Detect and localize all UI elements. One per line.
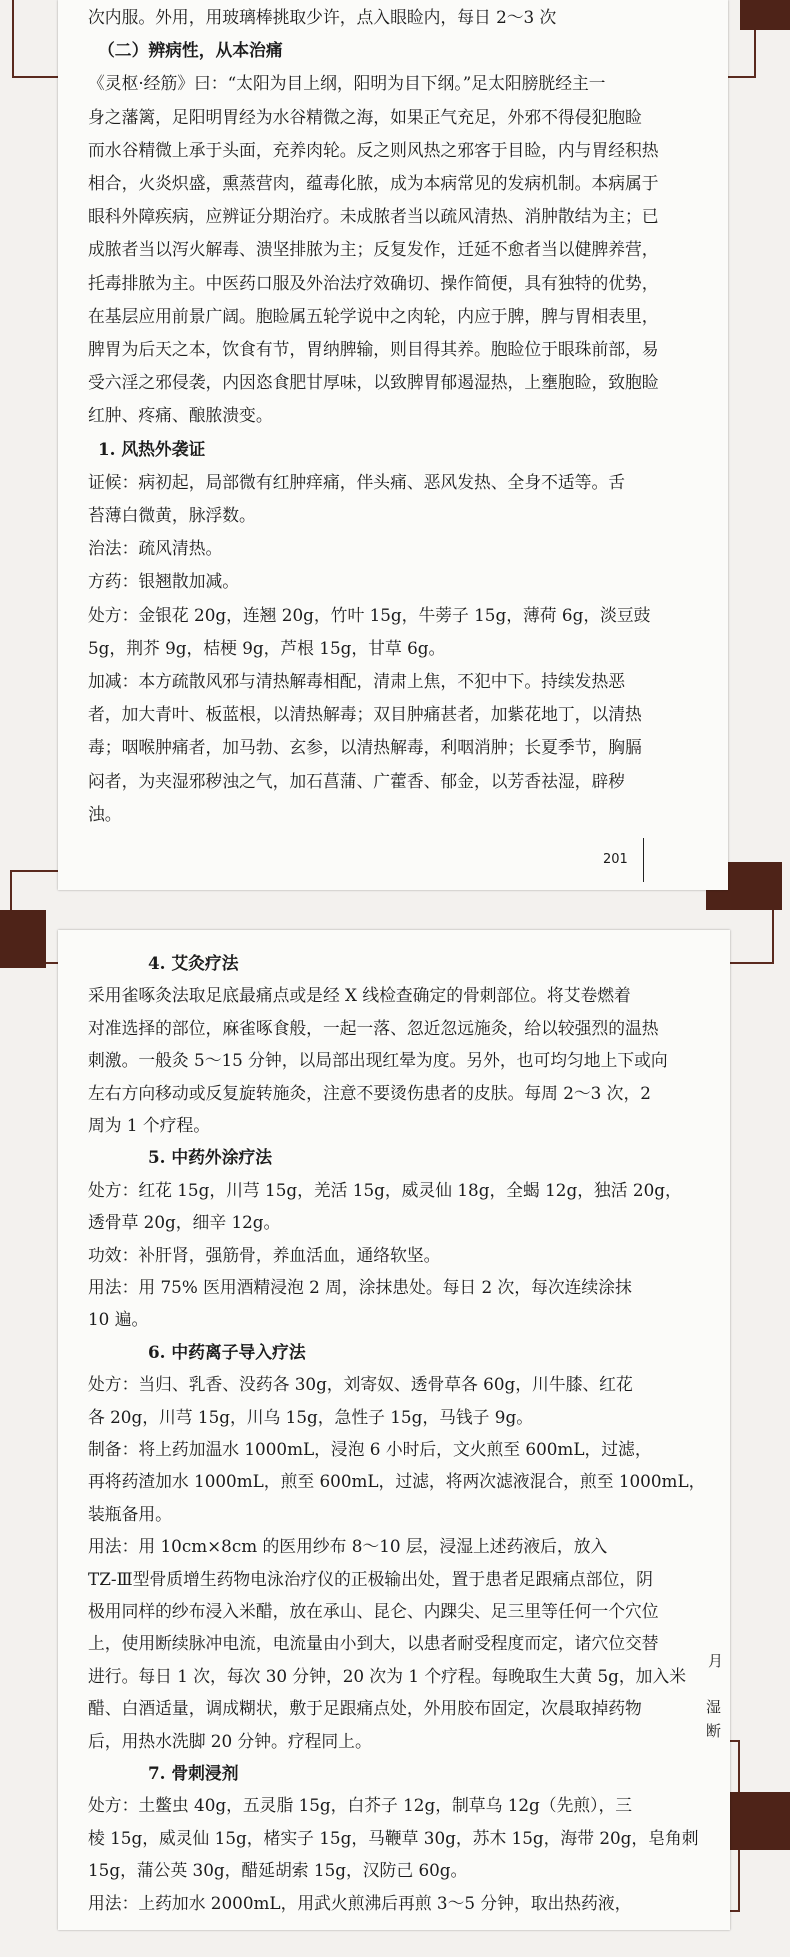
text-line: 处方：红花 15g，川芎 15g，羌活 15g，威灵仙 18g，全蝎 12g，独活 20g， — [88, 1179, 682, 1200]
text-line: 毒；咽喉肿痛者，加马勃、玄参，以清热解毒，利咽消肿；长夏季节，胸膈 — [88, 737, 642, 758]
section-heading: 5. 中药外涂疗法 — [148, 1147, 273, 1168]
text-line: 进行。每日 1 次，每次 30 分钟，20 次为 1 个疗程。每晚取生大黄 5g，加入米 — [88, 1665, 687, 1686]
text-line: 用法：用 10cm×8cm 的医用纱布 8～10 层，浸湿上述药液后，放入 — [88, 1536, 608, 1557]
text-line: 治法：疏风清热。 — [88, 538, 223, 559]
text-line: 处方：当归、乳香、没药各 30g，刘寄奴、透骨草各 60g，川牛膝、红花 — [88, 1374, 633, 1395]
text-line: 托毒排脓为主。中医药口服及外治法疗效确切、操作简便，具有独特的优势， — [88, 272, 659, 293]
text-line: 相合，火炎炽盛，熏蒸营肉，蕴毒化脓，成为本病常见的发病机制。本病属于 — [88, 173, 659, 193]
text-line: 在基层应用前景广阔。胞睑属五轮学说中之肉轮，内应于脾，脾与胃相表里， — [88, 305, 659, 326]
section-heading: 7. 骨刺浸剂 — [148, 1763, 239, 1783]
text-line: 5g，荆芥 9g，桔梗 9g，芦根 15g，甘草 6g。 — [88, 637, 446, 658]
text-line: 后，用热水洗脚 20 分钟。疗程同上。 — [88, 1730, 372, 1751]
text-line: 装瓶备用。 — [88, 1503, 172, 1524]
text-line: 制备：将上药加温水 1000mL，浸泡 6 小时后，文火煎至 600mL，过滤， — [88, 1439, 652, 1459]
text-line: 而水谷精微上承于头面，充养肉轮。反之则风热之邪客于目睑，内与胃经积热 — [88, 139, 659, 160]
text-line: 成脓者当以泻火解毒、溃坚排脓为主；反复发作，迁延不愈者当以健脾养营， — [88, 239, 659, 260]
decorative-bar-mid-left — [0, 910, 46, 968]
text-line: 加减：本方疏散风邪与清热解毒相配，清肃上焦，不犯中下。持续发热恶 — [88, 671, 626, 691]
text-line: 身之藩篱，足阳明胃经为水谷精微之海，如果正气充足，外邪不得侵犯胞睑 — [88, 106, 642, 127]
text-line: 采用雀啄灸法取足底最痛点或是经 X 线检查确定的骨刺部位。将艾卷燃着 — [88, 985, 631, 1006]
text-line: 苔薄白微黄，脉浮数。 — [88, 505, 256, 525]
book-page-201 — [58, 0, 728, 890]
text-line: 用法：用 75% 医用酒精浸泡 2 周，涂抹患处。每日 2 次，每次连续涂抹 — [88, 1277, 632, 1297]
section-heading: 4. 艾灸疗法 — [148, 953, 239, 973]
text-line: 受六淫之邪侵袭，内因恣食肥甘厚味，以致脾胃郁遏湿热，上壅胞睑，致胞睑 — [88, 372, 659, 393]
text-line: 次内服。外用，用玻璃棒挑取少许，点入眼睑内，每日 2～3 次 — [88, 7, 557, 27]
text-line: 15g，蒲公英 30g，醋延胡索 15g，汉防己 60g。 — [88, 1860, 468, 1881]
text-line: 闷者，为夹湿邪秽浊之气，加石菖蒲、广藿香、郁金，以芳香祛湿，辟秽 — [88, 770, 626, 791]
text-line: 刺激。一般灸 5～15 分钟，以局部出现红晕为度。另外，也可均匀地上下或向 — [88, 1050, 668, 1071]
text-line: 处方：金银花 20g，连翘 20g，竹叶 15g，牛蒡子 15g，薄荷 6g，淡豆豉 — [88, 604, 651, 625]
edge-char-2: 湿 — [706, 1698, 722, 1716]
section-heading: 6. 中药离子导入疗法 — [148, 1341, 306, 1362]
text-line: 红肿、疼痛、酿脓溃变。 — [88, 405, 273, 426]
text-line: 用法：上药加水 2000mL，用武火煎沸后再煎 3～5 分钟，取出热药液， — [88, 1892, 632, 1913]
text-line: 再将药渣加水 1000mL，煎至 600mL，过滤，将两次滤液混合，煎至 1000mL， — [88, 1471, 706, 1492]
text-line: 醋、白酒适量，调成糊状，敷于足跟痛点处，外用胶布固定，次晨取掉药物 — [88, 1698, 642, 1719]
text-line: 对准选择的部位，麻雀啄食般，一起一落、忽近忽远施灸，给以较强烈的温热 — [88, 1017, 659, 1038]
text-line: 脾胃为后天之本，饮食有节，胃纳脾输，则目得其养。胞睑位于眼珠前部，易 — [88, 339, 659, 359]
book-page-next — [58, 930, 730, 1930]
text-line: 左右方向移动或反复旋转施灸，注意不要烫伤患者的皮肤。每周 2～3 次，2 — [88, 1082, 651, 1103]
decorative-bar-top-right — [740, 0, 790, 30]
text-line: 10 遍。 — [88, 1309, 149, 1330]
text-line: 功效：补肝肾，强筋骨，养血活血，通络软坚。 — [88, 1244, 441, 1265]
text-line: 棱 15g，威灵仙 15g，楮实子 15g，马鞭草 30g，苏木 15g，海带 20g，皂角刺 — [88, 1827, 699, 1848]
text-line: 各 20g，川芎 15g，川乌 15g，急性子 15g，马钱子 9g。 — [88, 1406, 533, 1427]
text-line: 处方：土鳖虫 40g，五灵脂 15g，白芥子 12g，制草乌 12g（先煎），三 — [88, 1795, 633, 1816]
text-line: TZ-Ⅲ型骨质增生药物电泳治疗仪的正极输出处，置于患者足跟痛点部位，阴 — [88, 1568, 653, 1589]
page-number: 201 — [603, 852, 628, 867]
section-heading: （二）辨病性，从本治痛 — [98, 40, 283, 61]
text-line: 《灵枢·经筋》曰：“太阳为目上纲，阳明为目下纲。”足太阳膀胱经主一 — [88, 73, 606, 94]
text-line: 透骨草 20g，细辛 12g。 — [88, 1212, 281, 1233]
text-line: 浊。 — [88, 803, 122, 824]
text-line: 者，加大青叶、板蓝根，以清热解毒；双目肿痛甚者，加紫花地丁，以清热 — [88, 704, 642, 725]
text-line: 周为 1 个疗程。 — [88, 1115, 211, 1135]
page-fold-line — [643, 838, 644, 882]
text-line: 眼科外障疾病，应辨证分期治疗。未成脓者当以疏风清热、消肿散结为主；已 — [88, 206, 659, 227]
edge-char-1: 月 — [708, 1652, 724, 1670]
text-line: 上，使用断续脉冲电流，电流量由小到大，以患者耐受程度而定，诸穴位交替 — [88, 1633, 659, 1654]
text-line: 极用同样的纱布浸入米醋，放在承山、昆仑、内踝尖、足三里等任何一个穴位 — [88, 1601, 659, 1621]
edge-char-3: 断 — [706, 1722, 722, 1740]
decorative-bar-bottom-right — [720, 1792, 790, 1850]
text-line: 证候：病初起，局部微有红肿痒痛，伴头痛、恶风发热、全身不适等。舌 — [88, 471, 626, 492]
section-heading: 1. 风热外袭证 — [98, 438, 206, 459]
text-line: 方药：银翘散加减。 — [88, 571, 240, 592]
